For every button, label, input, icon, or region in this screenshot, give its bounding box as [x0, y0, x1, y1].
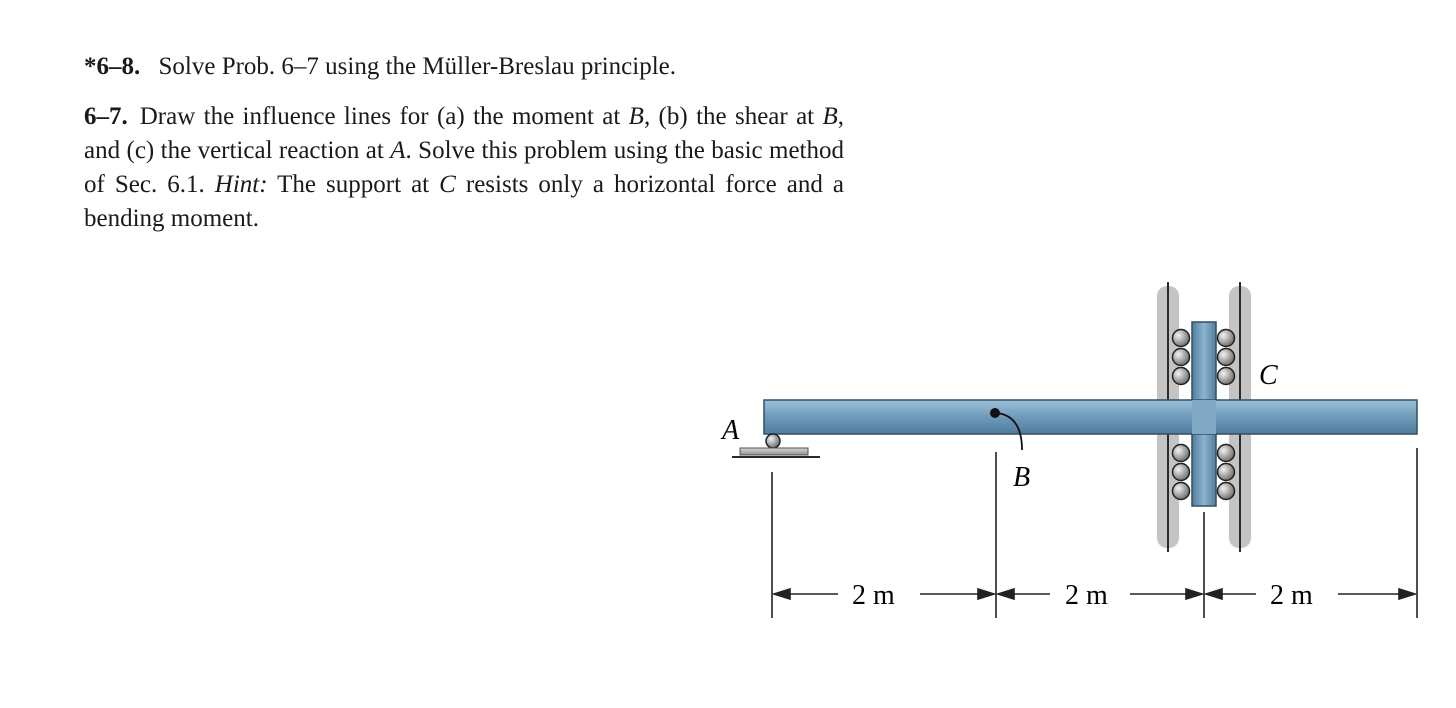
problem-6-7-text-2: , (b) the shear at	[643, 103, 823, 130]
support-a	[732, 434, 820, 457]
problem-6-7-text-1: Draw the influence lines for (a) the moment at	[139, 103, 629, 130]
problem-6-7-text-4: . Solve this problem using the basic method of Sec. 6.1.	[84, 137, 844, 198]
problem-6-7-hint: Hint:	[214, 171, 268, 198]
problem-6-7-point-b-1: B	[628, 103, 644, 130]
label-c: C	[1259, 360, 1278, 391]
beam-joint-c	[1192, 400, 1216, 434]
dimension-label-1: 2 m	[852, 580, 895, 611]
label-a: A	[722, 415, 740, 446]
problem-6-7-point-b-2: B	[822, 103, 838, 130]
label-b: B	[1013, 462, 1031, 493]
problem-6-7-point-c: C	[439, 171, 456, 198]
dimension-label-3: 2 m	[1270, 580, 1313, 611]
problem-6-8-number: *6–8.	[84, 53, 141, 80]
problem-6-7-number: 6–7.	[84, 103, 128, 130]
beam	[764, 400, 1417, 434]
problem-6-7-text-6: resists only a horizontal force and a bending moment.	[84, 171, 845, 232]
dimension-label-2: 2 m	[1065, 580, 1108, 611]
problem-6-7-point-a: A	[390, 137, 406, 164]
problem-6-8-text: Solve Prob. 6–7 using the Müller-Breslau principle.	[158, 53, 676, 80]
problem-6-7-text-5: The support at	[267, 171, 440, 198]
problem-6-7-text-3: , and (c) the vertical reaction at	[84, 103, 844, 164]
